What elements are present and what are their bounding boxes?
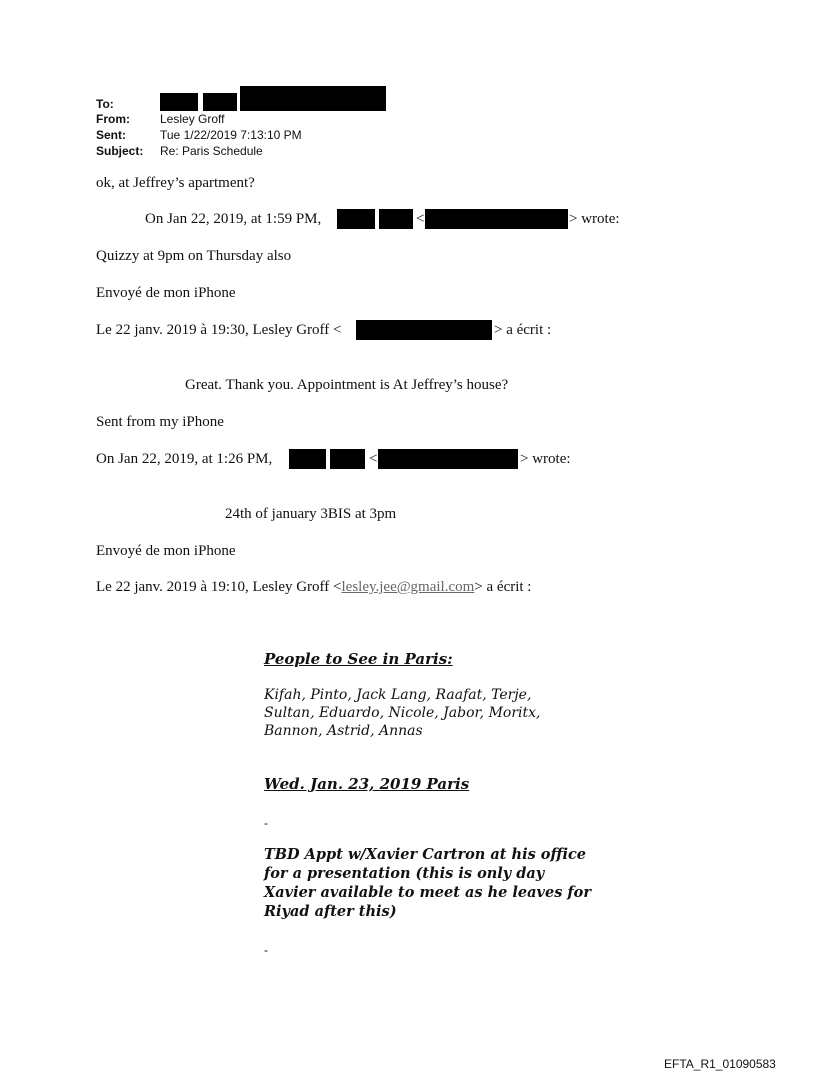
redaction-q1-1 xyxy=(337,209,375,229)
appointment-line: Xavier available to meet as he leaves for xyxy=(264,884,591,901)
sent-label: Sent: xyxy=(96,128,126,142)
sent-value: Tue 1/22/2019 7:13:10 PM xyxy=(160,128,302,142)
people-line: Sultan, Eduardo, Nicole, Jabor, Moritx, xyxy=(264,705,541,721)
quote-3-lt: < xyxy=(369,451,378,467)
appointment-line: Riyad after this) xyxy=(264,903,397,920)
people-list xyxy=(264,686,540,740)
body-line-2: Quizzy at 9pm on Thursday also xyxy=(96,248,292,264)
redaction-to-3 xyxy=(240,86,386,111)
body-line-5: Sent from my iPhone xyxy=(96,414,224,430)
redaction-q3-2 xyxy=(330,449,365,469)
people-heading: People to See in Paris: xyxy=(264,650,453,668)
redaction-q2-email xyxy=(356,320,492,340)
body-line-3: Envoyé de mon iPhone xyxy=(96,285,236,301)
body-line-1: ok, at Jeffrey’s apartment? xyxy=(96,175,255,191)
date-heading: Wed. Jan. 23, 2019 Paris xyxy=(264,775,470,793)
body-line-6: 24th of january 3BIS at 3pm xyxy=(225,506,397,522)
quote-3-prefix: On Jan 22, 2019, at 1:26 PM, xyxy=(96,451,273,467)
subject-value: Re: Paris Schedule xyxy=(160,144,263,158)
quote-1-prefix: On Jan 22, 2019, at 1:59 PM, xyxy=(145,211,322,227)
redaction-q3-1 xyxy=(289,449,326,469)
subject-label: Subject: xyxy=(96,144,144,158)
quote-3-suffix: > wrote: xyxy=(520,451,571,467)
quote-2-prefix: Le 22 janv. 2019 à 19:30, Lesley Groff < xyxy=(96,322,342,338)
document-id: EFTA_R1_01090583 xyxy=(664,1057,776,1071)
dash-1: - xyxy=(264,816,268,830)
quote-1-lt: < xyxy=(416,211,425,227)
quote-4 xyxy=(96,579,531,596)
redaction-q3-email xyxy=(378,449,518,469)
dash-2: - xyxy=(264,943,268,957)
from-label: From: xyxy=(96,112,130,126)
appointment-text xyxy=(264,845,591,921)
redaction-to-1 xyxy=(160,93,198,111)
body-line-7: Envoyé de mon iPhone xyxy=(96,543,236,559)
appointment-line: for a presentation (this is only day xyxy=(264,865,545,882)
email-link[interactable]: lesley.jee@gmail.com xyxy=(341,579,475,595)
from-value: Lesley Groff xyxy=(160,112,225,126)
redaction-q1-email xyxy=(425,209,568,229)
people-line: Kifah, Pinto, Jack Lang, Raafat, Terje, xyxy=(264,687,532,703)
quote-1-suffix: > wrote: xyxy=(569,211,620,227)
redaction-to-2 xyxy=(203,93,237,111)
redaction-q1-2 xyxy=(379,209,413,229)
people-line: Bannon, Astrid, Annas xyxy=(264,723,423,739)
quote-2-suffix: > a écrit : xyxy=(494,322,552,338)
quote-4-prefix: Le 22 janv. 2019 à 19:10, Lesley Groff < xyxy=(96,579,342,595)
to-label: To: xyxy=(96,97,114,111)
appointment-line: TBD Appt w/Xavier Cartron at his office xyxy=(264,846,587,863)
quote-4-suffix: > a écrit : xyxy=(474,579,532,595)
body-line-4: Great. Thank you. Appointment is At Jeffrey’s house? xyxy=(185,377,509,393)
